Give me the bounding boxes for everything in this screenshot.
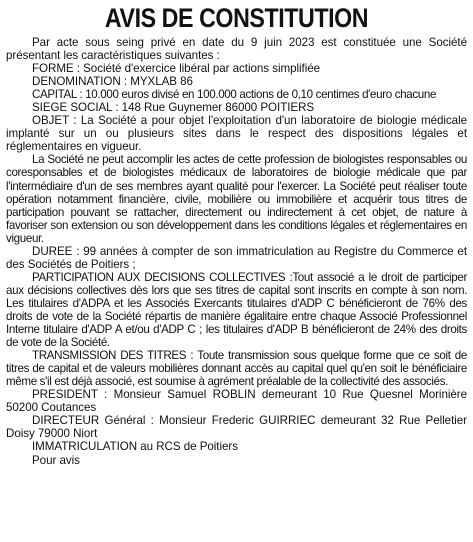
notice-body	[6, 36, 467, 467]
pour-avis-line: Pour avis	[32, 453, 80, 467]
immatriculation-line: IMMATRICULATION au RCS de Poitiers	[32, 440, 238, 454]
intro-paragraph: Par acte sous seing privé en date du 9 juin 2023 est constituée une Société présentant les caractéristiques suivantes :	[6, 36, 467, 63]
capital-line: CAPITAL : 10.000 euros divisé en 100.000 actions de 0,10 centimes d'euro chacune	[32, 88, 437, 102]
duree-paragraph: DUREE : 99 années à compter de son immatriculation au Registre du Commerce et des Sociétés de Poitiers ;	[6, 244, 467, 271]
siege-social-line: SIEGE SOCIAL : 148 Rue Guynemer 86000 POITIERS	[32, 101, 315, 115]
directeur-paragraph: DIRECTEUR Général : Monsieur Frederic GUIRRIEC demeurant 32 Rue Pelletier Doisy 79000 Niort	[6, 414, 467, 441]
objet-paragraph: OBJET : La Société a pour objet l'exploitation d'un laboratoire de biologie médicale implanté sur un ou plusieurs sites dans le respect des dispositions légales et réglementaires en vigueur.	[6, 114, 467, 154]
profession-paragraph: La Société ne peut accomplir les actes de cette profession de biologistes responsables ou coresponsables et de biologistes médicaux de laboratoires de biologie médicale que par l'intermédiaire d'un de ses membres ayant qualité pour l'exercer. La Société peut réaliser toute opération notamment financière, civile, mobilière ou immobilière et acquérir tous titres de participation pouvant se rattacher, directement ou indirectement à cet objet, de nature à favoriser son extension ou son développement dans les conditions légales et réglementaires en vigueur.	[6, 153, 467, 245]
denomination-line: DENOMINATION : MYXLAB 86	[32, 75, 193, 89]
participation-paragraph: PARTICIPATION AUX DECISIONS COLLECTIVES :Tout associé a le droit de participer aux décisions collectives dès lors que ses titres de capital sont inscrits en compte à son nom. Les titulaires d'ADPA et les Associés Exercants titulaires d'ADP C bénéficieront de 76% des droits de vote de la Société répartis de manière égalitaire entre chaque Associé Professionnel Interne titulaire d'ADP A et/ou d'ADP C ; les titulaires d'ADP B bénéficieront de 24% des droits de vote de la Société.	[6, 270, 467, 350]
legal-notice	[6, 0, 467, 467]
president-paragraph: PRESIDENT : Monsieur Samuel ROBLIN demeurant 10 Rue Quesnel Morinière 50200 Coutances	[6, 388, 467, 415]
notice-title: AVIS DE CONSTITUTION	[104, 3, 369, 33]
forme-line: FORME : Société d'exercice libéral par actions simplifiée	[32, 62, 321, 76]
transmission-paragraph: TRANSMISSION DES TITRES : Toute transmission sous quelque forme que ce soit de titres de capital et de valeurs mobilières donnant accès au capital quel qu'en soit le bénéficiaire même s'il est déjà associé, est soumise à agrément préalable de la collectivité des associés.	[6, 349, 467, 389]
